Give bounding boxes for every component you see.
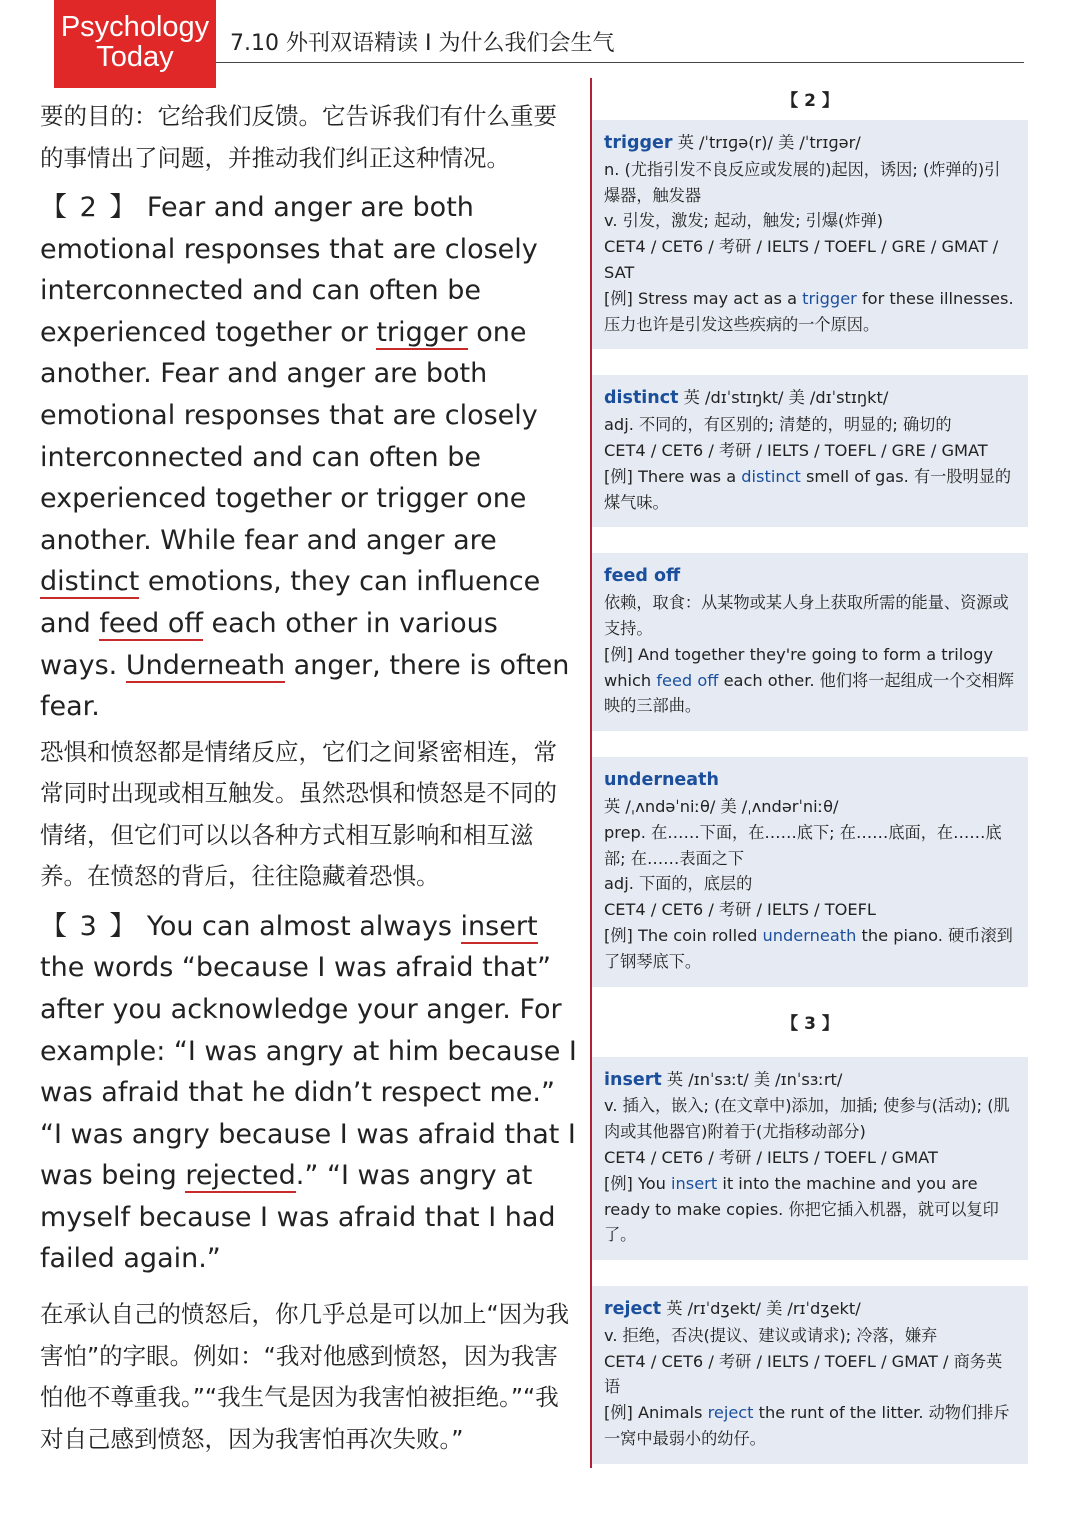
example-text: the piano. 硬币滚到了钢琴底下。 xyxy=(604,925,1013,971)
example-text: [例] And together they're going to form a trilogy which xyxy=(604,644,994,690)
vocab-phonetic: 英 /ˈtrɪɡə(r)/ 美 /ˈtrɪɡər/ xyxy=(672,133,861,152)
vocab-example xyxy=(604,286,1014,338)
vocab-word: trigger xyxy=(604,133,673,153)
vocab-phonetic: 英 /ɪnˈsɜːt/ 美 /ɪnˈsɜːrt/ xyxy=(661,1069,843,1089)
example-text: the runt of the litter. 动物们排斥一窝中最弱小的幼仔。 xyxy=(604,1403,1010,1449)
vocab-highlight-rejected[interactable]: rejected xyxy=(185,1160,296,1192)
example-keyword: feed off xyxy=(656,670,719,690)
vocab-definition: v. 插入，嵌入; (在文章中)添加，加插; 使参与(活动); (肌肉或其他器官)附着于(尤指移动部分) xyxy=(604,1096,1010,1142)
example-text: smell of gas. 有一股明显的煤气味。 xyxy=(604,466,1012,512)
vocab-phonetic: 英 /ˌʌndəˈniːθ/ 美 /ˌʌndərˈniːθ/ xyxy=(604,796,839,816)
example-text: for these illnesses. 压力也许是引发这些疾病的一个原因。 xyxy=(604,288,1014,334)
vocab-phonetic: 英 /rɪˈdʒekt/ 美 /rɪˈdʒekt/ xyxy=(661,1299,861,1319)
zh-paragraph-3: 在承认自己的愤怒后，你几乎总是可以加上“因为我害怕”的字眼。例如：“我对他感到愤怒，因为我害怕他不尊重我。”“我生气是因为我害怕被拒绝。”“我对自己感到愤怒，因为我害怕再次失败。” xyxy=(40,1300,570,1453)
example-text: [例] Animals xyxy=(604,1403,708,1423)
en-paragraph-2 xyxy=(40,187,580,728)
text-segment: each other in various ways. xyxy=(40,607,498,681)
vocab-definition: adj. 下面的，底层的 xyxy=(604,874,753,894)
example-text: [例] There was a xyxy=(604,466,742,486)
vocab-word: reject xyxy=(604,1299,662,1320)
vocab-card-feed-off xyxy=(592,553,1028,731)
text-segment: emotions, they can influence and xyxy=(40,566,541,639)
example-text: [例] You xyxy=(604,1173,672,1193)
vocab-definition: 依赖，取食：从某物或某人身上获取所需的能量、资源或支持。 xyxy=(604,593,1009,638)
vocab-exams: CET4 / CET6 / 考研 / IELTS / TOEFL / GRE / GMAT / SAT xyxy=(604,237,999,282)
example-text: [例] The coin rolled xyxy=(604,925,763,945)
example-text: each other. 他们将一起组成一个交相辉映的三部曲。 xyxy=(604,670,1014,716)
vocab-exams: CET4 / CET6 / 考研 / IELTS / TOEFL xyxy=(604,900,876,920)
page-title: 7.10 外刊双语精读 I 为什么我们会生气 xyxy=(230,31,615,56)
psychology-today-logo xyxy=(54,0,216,88)
text-segment: Fear and anger are both emotional responses that are closely interconnected and can often be experienced together or xyxy=(40,192,538,348)
vocab-highlight-feed-off[interactable]: feed off xyxy=(99,607,203,639)
vocab-definition: v. 引发，激发; 起动，触发; 引爆(炸弹) xyxy=(604,211,884,231)
vocab-card-distinct xyxy=(592,375,1028,527)
vocab-definition: adj. 不同的，有区别的; 清楚的，明显的; 确切的 xyxy=(604,415,952,435)
vocab-definition: v. 拒绝，否决(提议、建议或请求); 冷落，嫌弃 xyxy=(604,1325,938,1345)
vocab-word: insert xyxy=(604,1069,662,1090)
vocab-exams: CET4 / CET6 / 考研 / IELTS / TOEFL / GMAT / 商务英语 xyxy=(604,1351,1003,1397)
text-segment: one another. Fear and anger are both emotional responses that are closely interconnected and can often be experienced together or trigger one another. While fear and anger are xyxy=(40,316,538,556)
vocab-example xyxy=(604,1400,1014,1452)
paragraph-marker-2: 【 2 】 xyxy=(40,192,139,223)
section-heading-2: 【 2 】 xyxy=(781,91,839,111)
vocab-example xyxy=(604,923,1014,975)
vocab-word: feed off xyxy=(604,566,681,587)
vocab-exams: CET4 / CET6 / 考研 / IELTS / TOEFL / GRE / GMAT xyxy=(604,440,988,460)
example-keyword: underneath xyxy=(762,925,857,945)
example-keyword: reject xyxy=(707,1403,754,1423)
vocab-example xyxy=(604,1171,1014,1248)
en-paragraph-3 xyxy=(40,906,580,1280)
vocab-card-reject xyxy=(592,1286,1028,1464)
text-segment: the words “because I was afraid that” after you acknowledge your anger. For example: “I was angry at him because I was afraid that he didn’t respect me.” “I was angry because I was afraid that I was being xyxy=(40,952,577,1192)
section-heading-3: 【 3 】 xyxy=(781,1013,839,1034)
text-segment: You can almost always xyxy=(138,910,461,942)
zh-paragraph-2: 恐惧和愤怒都是情绪反应，它们之间紧密相连，常常同时出现或相互触发。虽然恐惧和愤怒是不同的情绪，但它们可以以各种方式相互影响和相互滋养。在愤怒的背后，往往隐藏着恐惧。 xyxy=(40,737,557,891)
vocab-word: underneath xyxy=(604,770,719,791)
vocab-phonetic: 英 /dɪˈstɪŋkt/ 美 /dɪˈstɪŋkt/ xyxy=(678,388,889,408)
paragraph-marker-3: 【 3 】 xyxy=(40,910,139,942)
article-column xyxy=(40,96,580,1460)
vocab-card-underneath xyxy=(592,757,1028,986)
vocab-definition: n. (尤指引发不良反应或发展的)起因，诱因; (炸弹的)引爆器，触发器 xyxy=(604,159,1001,205)
example-text: it into the machine and you are ready to make copies. 你把它插入机器，就可以复印了。 xyxy=(604,1173,999,1245)
vocab-card-trigger xyxy=(592,120,1028,349)
example-keyword: distinct xyxy=(741,466,801,486)
text-segment: .” “I was angry at myself because I was afraid that I had failed again.” xyxy=(40,1160,556,1275)
logo-line-2: Today xyxy=(96,41,174,73)
vocab-exams: CET4 / CET6 / 考研 / IELTS / TOEFL / GMAT xyxy=(604,1147,938,1167)
vocab-example xyxy=(604,464,1014,516)
vocab-definition: prep. 在……下面，在……底下; 在……底面，在……底部; 在……表面之下 xyxy=(604,822,1002,868)
vocab-highlight-trigger[interactable]: trigger xyxy=(376,316,468,348)
vocab-highlight-insert[interactable]: insert xyxy=(460,910,538,942)
vocab-highlight-underneath[interactable]: Underneath xyxy=(125,649,286,681)
vocab-card-insert xyxy=(592,1057,1028,1261)
zh-intro-paragraph: 要的目的：它给我们反馈。它告诉我们有什么重要的事情出了问题，并推动我们纠正这种情况。 xyxy=(40,102,557,172)
vocab-word: distinct xyxy=(604,388,679,409)
vocabulary-column xyxy=(592,86,1028,1464)
text-segment: anger, there is often fear. xyxy=(40,649,570,723)
example-text: [例] Stress may act as a xyxy=(604,288,803,308)
logo-line-1: Psychology xyxy=(60,11,210,43)
example-keyword: trigger xyxy=(802,288,857,308)
vocab-example xyxy=(604,642,1014,719)
header-divider xyxy=(216,62,1024,63)
vocab-highlight-distinct[interactable]: distinct xyxy=(40,566,140,598)
example-keyword: insert xyxy=(671,1173,718,1193)
